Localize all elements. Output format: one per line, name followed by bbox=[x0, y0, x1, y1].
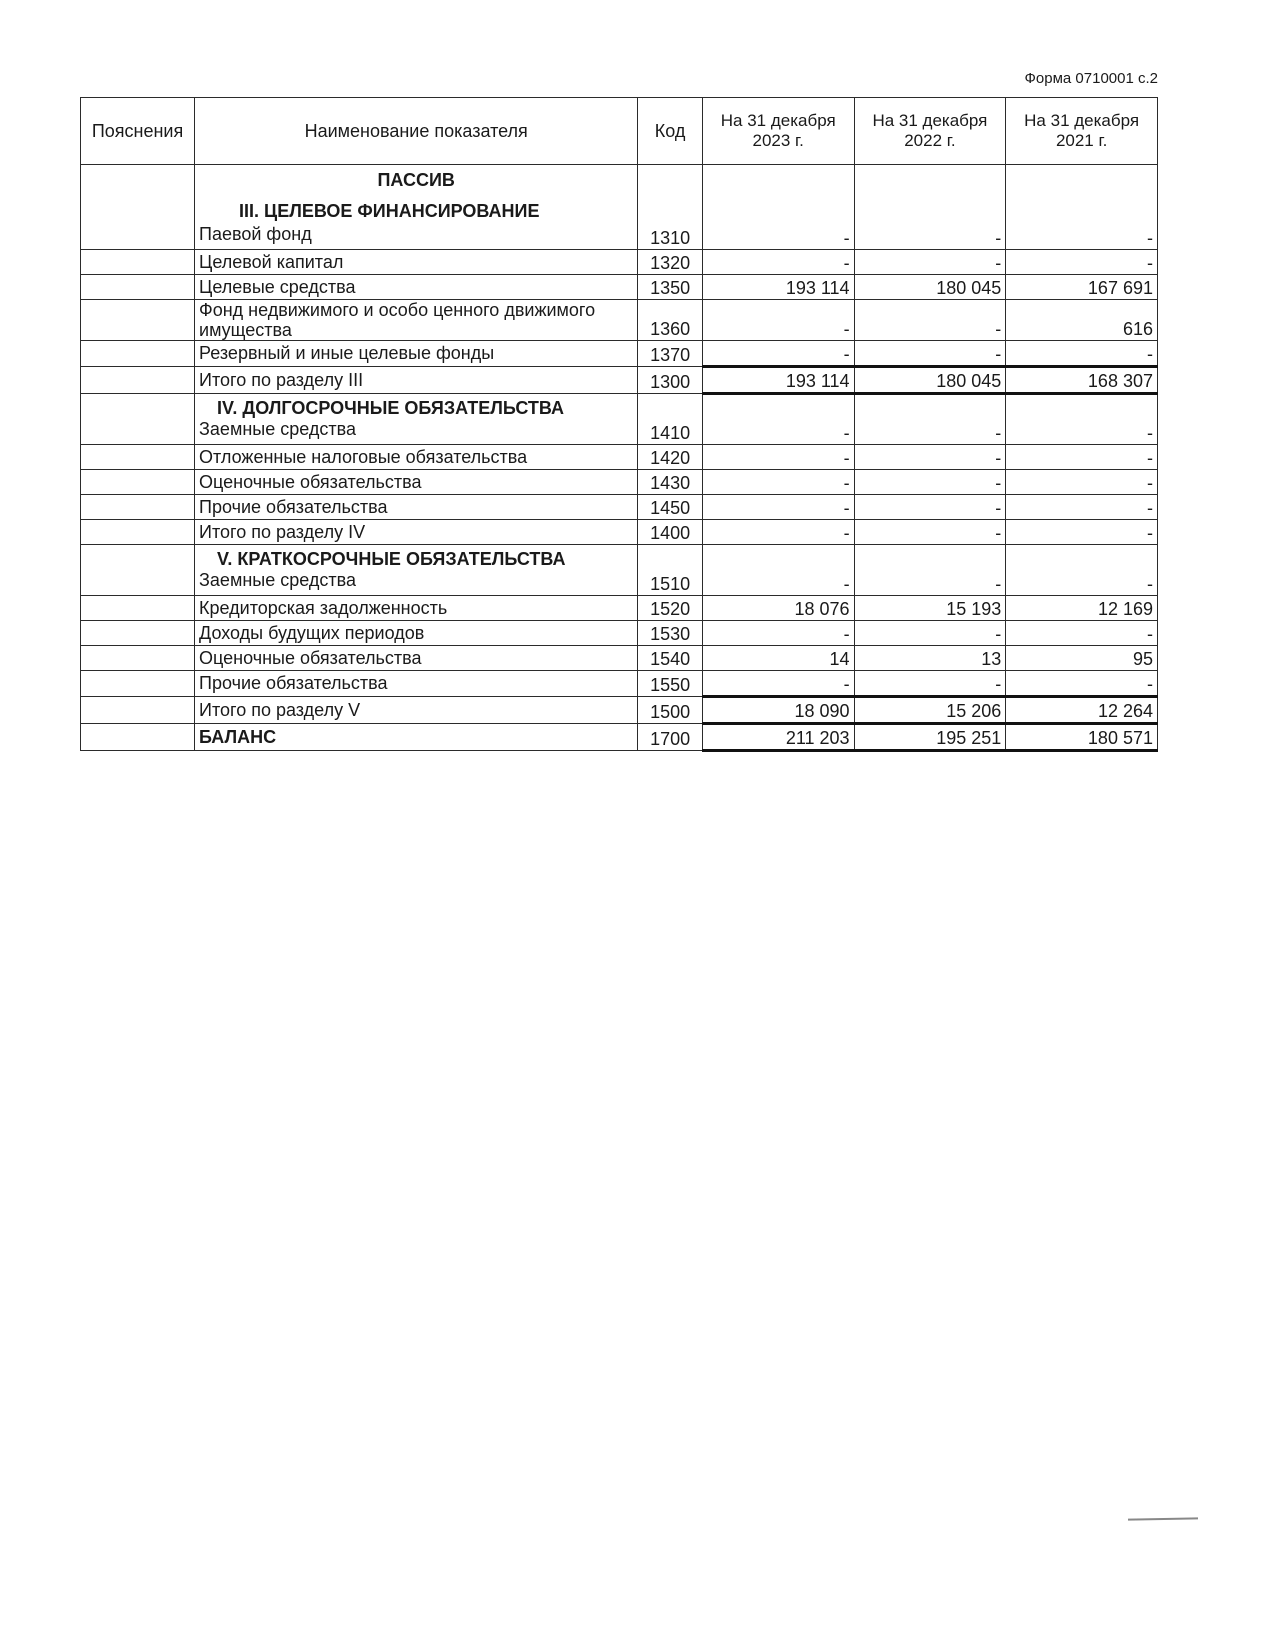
indicator-name-cell: Итого по разделу V bbox=[195, 697, 638, 724]
table-body bbox=[81, 165, 1158, 751]
value-cell-2021: - bbox=[1006, 394, 1158, 445]
table-row bbox=[81, 520, 1158, 545]
notes-cell bbox=[81, 724, 195, 751]
notes-cell bbox=[81, 341, 195, 367]
code-cell: 1310 bbox=[638, 165, 703, 250]
code-cell: 1550 bbox=[638, 671, 703, 697]
value-cell-2022: 195 251 bbox=[854, 724, 1006, 751]
header-name: Наименование показателя bbox=[195, 98, 638, 165]
code-cell: 1370 bbox=[638, 341, 703, 367]
header-notes: Пояснения bbox=[81, 98, 195, 165]
indicator-name-cell: Итого по разделу III bbox=[195, 367, 638, 394]
balance-row bbox=[81, 724, 1158, 751]
value-cell-2022: - bbox=[854, 300, 1006, 341]
value-cell-2021: - bbox=[1006, 470, 1158, 495]
notes-cell bbox=[81, 470, 195, 495]
total-row bbox=[81, 697, 1158, 724]
row-label: Паевой фонд bbox=[199, 223, 312, 244]
value-cell-2022: - bbox=[854, 520, 1006, 545]
notes-cell bbox=[81, 596, 195, 621]
indicator-name-cell: Целевой капитал bbox=[195, 250, 638, 275]
table-row bbox=[81, 275, 1158, 300]
value-cell-2023: 211 203 bbox=[702, 724, 854, 751]
value-cell-2021: - bbox=[1006, 520, 1158, 545]
value-cell-2022: - bbox=[854, 445, 1006, 470]
value-cell-2023: 18 076 bbox=[702, 596, 854, 621]
value-cell-2022: 15 193 bbox=[854, 596, 1006, 621]
notes-cell bbox=[81, 250, 195, 275]
code-cell: 1430 bbox=[638, 470, 703, 495]
value-cell-2021: - bbox=[1006, 621, 1158, 646]
header-code: Код bbox=[638, 98, 703, 165]
code-cell: 1300 bbox=[638, 367, 703, 394]
notes-cell bbox=[81, 275, 195, 300]
value-cell-2023: - bbox=[702, 250, 854, 275]
row-label: Заемные средства bbox=[199, 570, 356, 590]
table-row bbox=[81, 394, 1158, 445]
indicator-name-cell: Оценочные обязательства bbox=[195, 470, 638, 495]
value-cell-2023: - bbox=[702, 165, 854, 250]
table-row bbox=[81, 250, 1158, 275]
section-title: III. ЦЕЛЕВОЕ ФИНАНСИРОВАНИЕ bbox=[239, 200, 540, 221]
value-cell-2023: 18 090 bbox=[702, 697, 854, 724]
scan-artifact-line bbox=[1128, 1517, 1198, 1520]
value-cell-2022: - bbox=[854, 671, 1006, 697]
header-date-2022: На 31 декабря 2022 г. bbox=[854, 98, 1006, 165]
value-cell-2023: 193 114 bbox=[702, 367, 854, 394]
code-cell: 1520 bbox=[638, 596, 703, 621]
table-row bbox=[81, 165, 1158, 250]
notes-cell bbox=[81, 646, 195, 671]
value-cell-2021: - bbox=[1006, 165, 1158, 250]
table-row bbox=[81, 341, 1158, 367]
value-cell-2022: - bbox=[854, 394, 1006, 445]
header-date-2021: На 31 декабря 2021 г. bbox=[1006, 98, 1158, 165]
notes-cell bbox=[81, 697, 195, 724]
form-reference: Форма 0710001 с.2 bbox=[1024, 70, 1158, 87]
table-header-row bbox=[81, 98, 1158, 165]
value-cell-2023: - bbox=[702, 470, 854, 495]
table-row bbox=[81, 596, 1158, 621]
table-row bbox=[81, 300, 1158, 341]
value-cell-2022: - bbox=[854, 341, 1006, 367]
value-cell-2022: - bbox=[854, 165, 1006, 250]
value-cell-2021: 180 571 bbox=[1006, 724, 1158, 751]
value-cell-2023: - bbox=[702, 520, 854, 545]
section-title: IV. ДОЛГОСРОЧНЫЕ ОБЯЗАТЕЛЬСТВА bbox=[217, 398, 564, 418]
table-row bbox=[81, 646, 1158, 671]
table-row bbox=[81, 470, 1158, 495]
indicator-name-cell: Целевые средства bbox=[195, 275, 638, 300]
value-cell-2022: - bbox=[854, 250, 1006, 275]
value-cell-2021: - bbox=[1006, 341, 1158, 367]
code-cell: 1700 bbox=[638, 724, 703, 751]
value-cell-2021: - bbox=[1006, 545, 1158, 596]
section-title: V. КРАТКОСРОЧНЫЕ ОБЯЗАТЕЛЬСТВА bbox=[217, 549, 566, 569]
code-cell: 1530 bbox=[638, 621, 703, 646]
value-cell-2023: - bbox=[702, 394, 854, 445]
table-row bbox=[81, 495, 1158, 520]
code-cell: 1410 bbox=[638, 394, 703, 445]
indicator-name-cell: Отложенные налоговые обязательства bbox=[195, 445, 638, 470]
code-cell: 1450 bbox=[638, 495, 703, 520]
notes-cell bbox=[81, 520, 195, 545]
code-cell: 1420 bbox=[638, 445, 703, 470]
value-cell-2021: 168 307 bbox=[1006, 367, 1158, 394]
notes-cell bbox=[81, 621, 195, 646]
code-cell: 1540 bbox=[638, 646, 703, 671]
table-row bbox=[81, 545, 1158, 596]
indicator-name-cell: Прочие обязательства bbox=[195, 495, 638, 520]
header-date-2023: На 31 декабря 2023 г. bbox=[702, 98, 854, 165]
value-cell-2023: 14 bbox=[702, 646, 854, 671]
code-cell: 1500 bbox=[638, 697, 703, 724]
indicator-name-cell: Доходы будущих периодов bbox=[195, 621, 638, 646]
value-cell-2022: 180 045 bbox=[854, 275, 1006, 300]
value-cell-2022: - bbox=[854, 495, 1006, 520]
row-label: Заемные средства bbox=[199, 419, 356, 439]
indicator-name-cell: БАЛАНС bbox=[195, 724, 638, 751]
value-cell-2021: 95 bbox=[1006, 646, 1158, 671]
code-cell: 1360 bbox=[638, 300, 703, 341]
value-cell-2022: - bbox=[854, 621, 1006, 646]
table-row bbox=[81, 445, 1158, 470]
value-cell-2023: - bbox=[702, 545, 854, 596]
notes-cell bbox=[81, 367, 195, 394]
value-cell-2023: - bbox=[702, 341, 854, 367]
balance-sheet-liabilities-table bbox=[80, 97, 1158, 752]
value-cell-2022: 180 045 bbox=[854, 367, 1006, 394]
value-cell-2023: - bbox=[702, 621, 854, 646]
indicator-name-cell: Резервный и иные целевые фонды bbox=[195, 341, 638, 367]
value-cell-2022: - bbox=[854, 470, 1006, 495]
notes-cell bbox=[81, 165, 195, 250]
indicator-name-cell: Итого по разделу IV bbox=[195, 520, 638, 545]
table-row bbox=[81, 621, 1158, 646]
indicator-name-cell: Фонд недвижимого и особо ценного движимого имущества bbox=[195, 300, 638, 341]
value-cell-2022: 13 bbox=[854, 646, 1006, 671]
value-cell-2021: 12 169 bbox=[1006, 596, 1158, 621]
value-cell-2022: 15 206 bbox=[854, 697, 1006, 724]
value-cell-2023: - bbox=[702, 300, 854, 341]
indicator-name-cell bbox=[195, 165, 638, 250]
notes-cell bbox=[81, 300, 195, 341]
value-cell-2022: - bbox=[854, 545, 1006, 596]
total-row bbox=[81, 367, 1158, 394]
value-cell-2021: 616 bbox=[1006, 300, 1158, 341]
notes-cell bbox=[81, 445, 195, 470]
indicator-name-cell: Прочие обязательства bbox=[195, 671, 638, 697]
value-cell-2023: - bbox=[702, 445, 854, 470]
value-cell-2023: - bbox=[702, 671, 854, 697]
code-cell: 1400 bbox=[638, 520, 703, 545]
value-cell-2021: - bbox=[1006, 671, 1158, 697]
value-cell-2021: - bbox=[1006, 445, 1158, 470]
indicator-name-cell: Кредиторская задолженность bbox=[195, 596, 638, 621]
notes-cell bbox=[81, 495, 195, 520]
value-cell-2021: 12 264 bbox=[1006, 697, 1158, 724]
liabilities-title: ПАССИВ bbox=[377, 169, 455, 190]
table-row bbox=[81, 671, 1158, 697]
value-cell-2021: 167 691 bbox=[1006, 275, 1158, 300]
indicator-name-cell bbox=[195, 394, 638, 445]
code-cell: 1510 bbox=[638, 545, 703, 596]
notes-cell bbox=[81, 394, 195, 445]
value-cell-2021: - bbox=[1006, 250, 1158, 275]
notes-cell bbox=[81, 545, 195, 596]
indicator-name-cell bbox=[195, 545, 638, 596]
value-cell-2023: 193 114 bbox=[702, 275, 854, 300]
value-cell-2023: - bbox=[702, 495, 854, 520]
indicator-name-cell: Оценочные обязательства bbox=[195, 646, 638, 671]
value-cell-2021: - bbox=[1006, 495, 1158, 520]
code-cell: 1350 bbox=[638, 275, 703, 300]
code-cell: 1320 bbox=[638, 250, 703, 275]
notes-cell bbox=[81, 671, 195, 697]
